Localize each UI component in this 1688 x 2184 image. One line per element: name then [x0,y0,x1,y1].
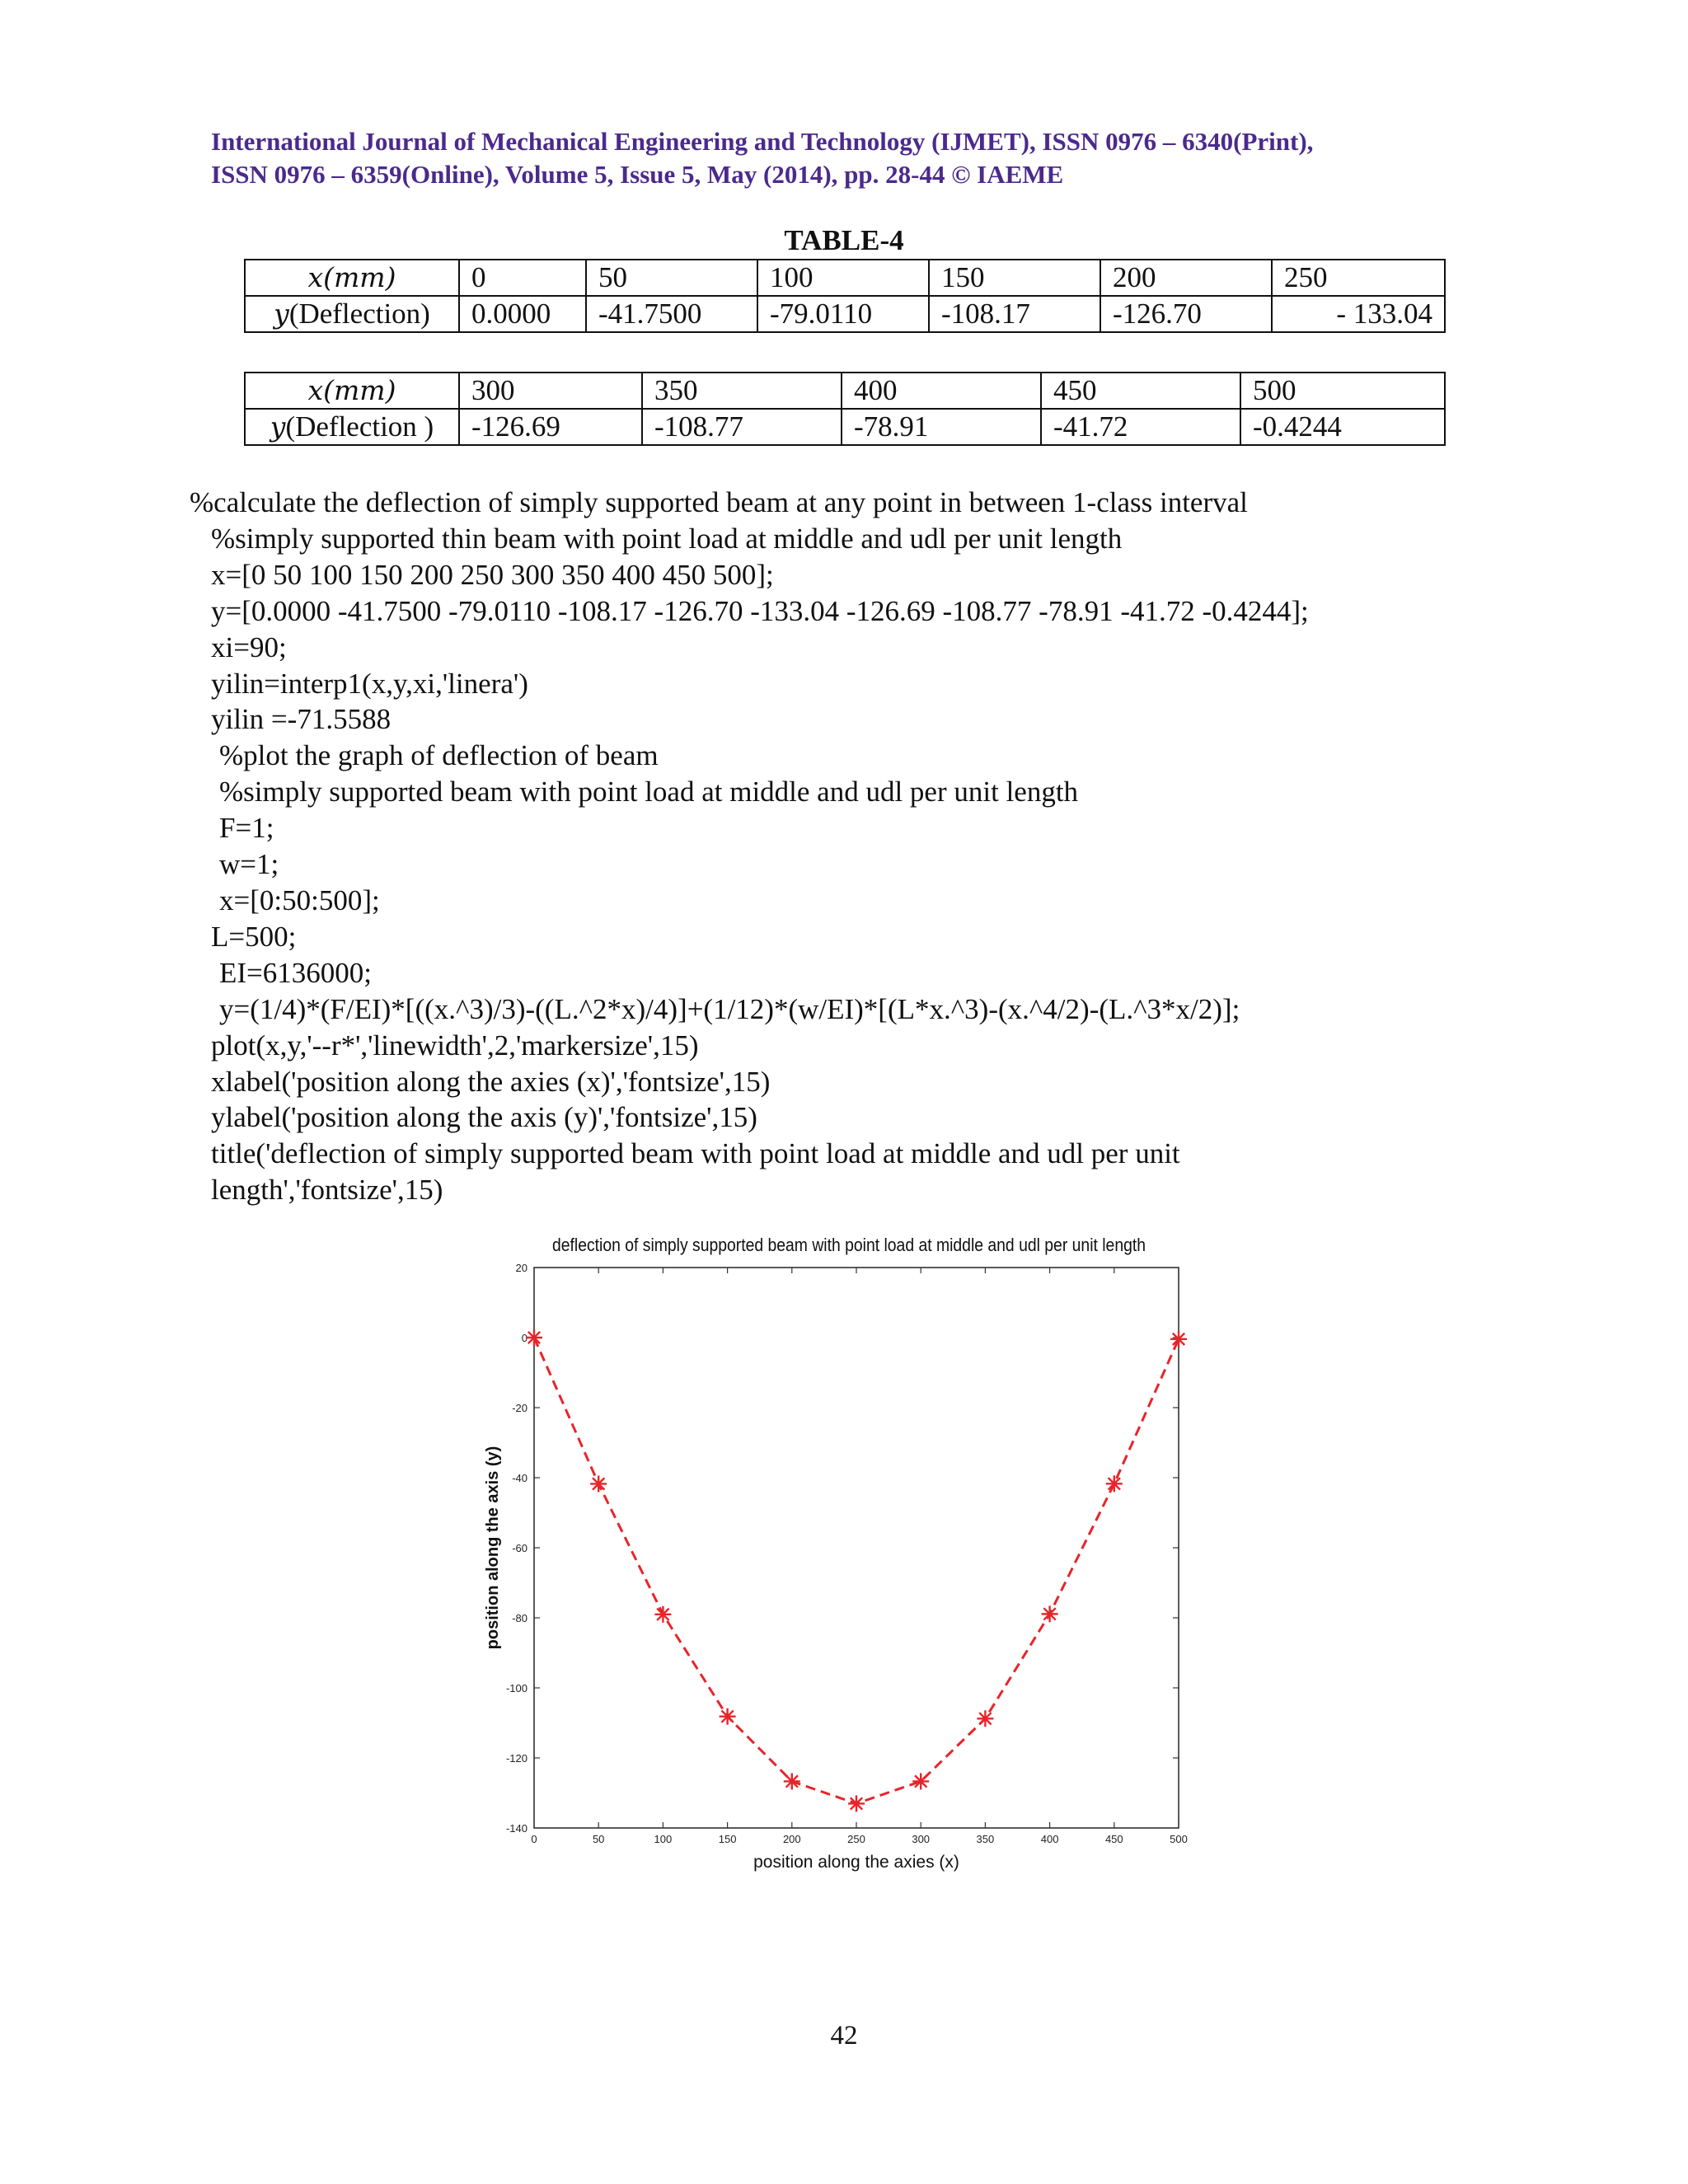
table-cell: -41.72 [1041,409,1240,445]
data-point-marker [720,1708,736,1725]
data-point-marker [1106,1475,1123,1492]
code-line: %simply supported beam with point load at middle and udl per unit length [219,776,1079,808]
x-tick-label: 100 [654,1833,673,1845]
row-header-y: y(Deflection ) [245,409,459,445]
table-cell: -108.77 [642,409,842,445]
code-line: title('deflection of simply supported beam with point load at middle and udl per unit [211,1137,1180,1170]
y-tick-label: -20 [512,1402,528,1414]
y-tick-label: -60 [512,1542,528,1554]
table-cell: 350 [642,373,842,409]
code-line: F=1; [219,812,274,845]
table-row-y [245,296,1445,332]
series-line [534,1338,1179,1803]
code-line: %simply supported thin beam with point load at middle and udl per unit length [211,522,1123,555]
table-title: TABLE-4 [784,224,904,256]
y-tick-label: -80 [512,1612,528,1624]
table-cell: -78.91 [842,409,1041,445]
table-row-y [245,409,1445,445]
chart-title: deflection of simply supported beam with point load at middle and udl per unit length [552,1235,1146,1255]
x-tick-label: 500 [1170,1833,1188,1845]
deflection-table-part-1 [244,259,1446,333]
table-cell: 300 [459,373,642,409]
table-cell: -0.4244 [1240,409,1445,445]
data-point-marker [912,1773,929,1789]
data-point-marker [1042,1605,1058,1622]
x-tick-label: 350 [976,1833,995,1845]
y-tick-label: 20 [515,1262,528,1274]
code-line: EI=6136000; [219,956,372,989]
table-cell: -126.69 [459,409,642,445]
table-cell: -79.0110 [757,296,929,332]
code-line: %plot the graph of deflection of beam [219,739,659,772]
x-tick-label: 200 [782,1833,801,1845]
table-cell: -41.7500 [586,296,757,332]
table-cell: -126.70 [1100,296,1272,332]
table-cell: 150 [929,260,1100,296]
table-row-x [245,260,1445,296]
code-line: w=1; [219,848,279,881]
row-header-y: y(Deflection) [245,296,459,332]
data-point-marker [977,1710,993,1727]
code-line: y=(1/4)*(F/EI)*[((x.^3)/3)-((L.^2*x)/4)]+(1/12)*(w/EI)*[(L*x.^3)-(x.^4/2)-(L.^3*x/2)]; [219,992,1240,1025]
data-point-marker [1170,1331,1187,1347]
x-axis-label: position along the axies (x) [753,1853,959,1872]
data-point-marker [590,1475,607,1492]
data-point-marker [526,1329,542,1346]
table-cell: 100 [757,260,929,296]
code-line: yilin =-71.5588 [211,703,392,736]
deflection-chart [470,1228,1228,1887]
y-tick-label: -120 [505,1752,528,1765]
code-line: xlabel('position along the axies (x)','fontsize',15) [211,1065,771,1098]
code-line: yilin=interp1(x,y,xi,'linera') [211,667,528,700]
x-tick-label: 250 [847,1833,865,1845]
table-cell: 0 [459,260,586,296]
matlab-code-listing [190,485,1607,1208]
y-tick-label: 0 [521,1332,528,1344]
y-tick-label: -40 [512,1472,528,1484]
header-line-1: International Journal of Mechanical Engineering and Technology (IJMET), ISSN 0976 – 6340(Print), [211,127,1314,156]
x-tick-label: 400 [1040,1833,1059,1845]
x-tick-label: 450 [1104,1833,1123,1845]
x-tick-label: 150 [718,1833,737,1845]
table-cell: 400 [842,373,1041,409]
table-cell: 50 [586,260,757,296]
deflection-table-part-2 [244,372,1446,446]
x-tick-label: 0 [531,1833,537,1845]
code-line: xi=90; [211,630,287,663]
code-line: L=500; [211,920,297,953]
tick-labels [506,1262,1188,1845]
row-header-x: x(mm) [245,373,459,409]
table-cell: 250 [1272,260,1445,296]
row-header-x: x(mm) [245,260,459,296]
table-cell: 500 [1240,373,1445,409]
data-point-marker [784,1773,800,1789]
code-line: ylabel('position along the axis (y)','fontsize',15) [211,1101,757,1134]
code-line: length','fontsize',15) [211,1174,443,1207]
y-tick-label: -100 [505,1682,528,1694]
table-row-x [245,373,1445,409]
code-line: x=[0 50 100 150 200 250 300 350 400 450 500]; [211,558,774,591]
code-line: plot(x,y,'--r*','linewidth',2,'markersize',15) [211,1029,699,1062]
table-cell: 450 [1041,373,1240,409]
data-point-marker [654,1606,671,1623]
table-cell: 200 [1100,260,1272,296]
page-number: 42 [830,2021,858,2050]
header-line-2: ISSN 0976 – 6359(Online), Volume 5, Issue 5, May (2014), pp. 28-44 © IAEME [211,160,1064,189]
code-line: y=[0.0000 -41.7500 -79.0110 -108.17 -126.70 -133.04 -126.69 -108.77 -78.91 -41.72 -0.4244]; [211,594,1309,627]
table-cell: - 133.04 [1272,296,1445,332]
x-tick-label: 300 [912,1833,931,1845]
table-cell: -108.17 [929,296,1100,332]
data-point-marker [848,1795,865,1811]
series-layer [526,1329,1187,1811]
code-line: %calculate the deflection of simply supported beam at any point in between 1-class interval [190,486,1248,518]
code-line: x=[0:50:500]; [219,883,380,916]
journal-header [211,125,1497,191]
table-cell: 0.0000 [459,296,586,332]
y-axis-label: position along the axis (y) [484,1446,502,1650]
y-tick-label: -140 [505,1822,528,1835]
x-tick-label: 50 [592,1833,605,1845]
